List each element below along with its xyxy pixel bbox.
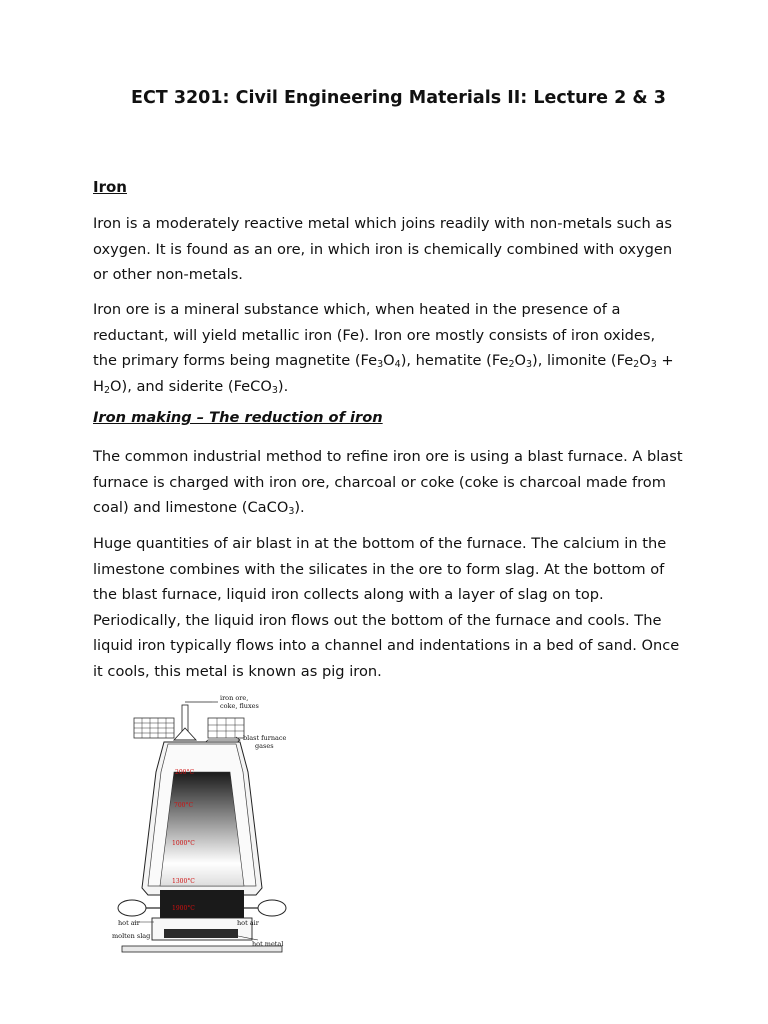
paragraph-iron-intro: Iron is a moderately reactive metal which joins readily with non-metals such as oxygen. It is found as an ore, in which iron is chemically combined with oxygen or other non-metals.	[93, 215, 673, 283]
label-molten-slag: molten slag	[112, 932, 151, 940]
section-heading-iron: Iron	[93, 178, 127, 196]
subsection-heading-iron-making: Iron making – The reduction of iron	[93, 409, 383, 426]
label-furnace-gases: blast furnace	[243, 734, 287, 742]
label-hot-metal: hot metal	[252, 940, 284, 948]
temp-label: 1900°C	[172, 905, 195, 912]
blast-furnace-svg	[112, 690, 302, 960]
temp-label: 200°C	[175, 769, 195, 776]
label-hot-air-left: hot air	[118, 919, 140, 927]
label-charge-line2: coke, fluxes	[220, 702, 259, 710]
label-charge: iron ore,	[220, 694, 249, 702]
document-title: ECT 3201: Civil Engineering Materials II: Lecture 2 & 3	[131, 88, 666, 108]
temp-label: 700°C	[174, 802, 194, 809]
charge-hopper	[174, 702, 218, 740]
label-furnace-gases-line2: gases	[255, 742, 274, 750]
paragraph-iron-ore: Iron ore is a mineral substance which, when heated in the presence of a reductant, will yield metallic iron (Fe). Iron ore mostly consists of iron oxides, the primary forms being magnetite $(Fe_3O_4)$, hematite $(Fe_2O_3)$, limonite $(Fe_2O_3 + H_2O)$, and siderite (FeCO$_3$).	[93, 301, 674, 396]
blast-furnace-diagram	[112, 690, 302, 960]
temp-label: 1300°C	[172, 878, 195, 885]
furnace-interior-burden	[160, 772, 244, 886]
bosh-melt-zone	[160, 890, 244, 918]
paragraph-blast-furnace: The common industrial method to refine iron ore is using a blast furnace. A blast furnace is charged with iron ore, charcoal or coke (coke is charcoal made from coal) and limestone (CaCO$_3$).	[93, 448, 683, 517]
temp-label: 1000°C	[172, 840, 195, 847]
label-hot-air-right: hot air	[237, 919, 259, 927]
paragraph-air-blast: Huge quantities of air blast in at the bottom of the furnace. The calcium in the limestone combines with the silicates in the ore to form slag. At the bottom of the blast furnace, liquid iron collects along with a layer of slag on top. Periodically, the liquid iron flows out the bottom of the furnace and cools. The liquid iron typically flows into a channel and indentations in a bed of sand. Once it cools, this metal is known as pig iron.	[93, 535, 680, 680]
